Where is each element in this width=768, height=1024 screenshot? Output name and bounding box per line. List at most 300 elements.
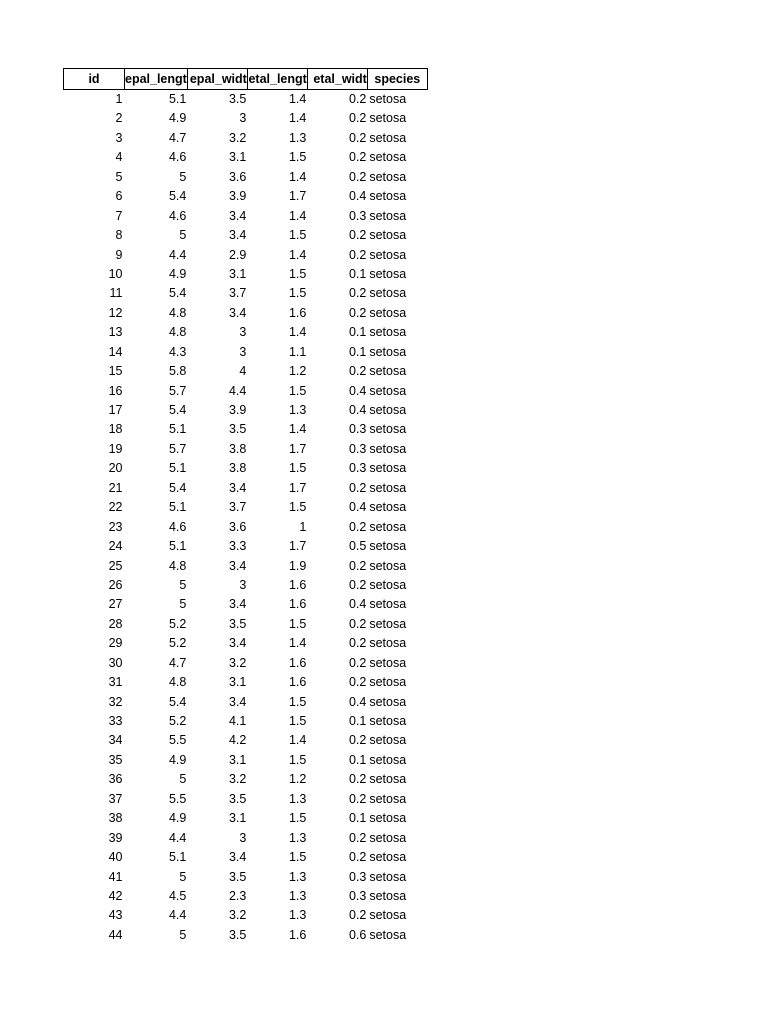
cell-sepal-width: 4.4	[228, 383, 247, 398]
cell-sepal-width: 3	[239, 325, 247, 340]
cell-sepal-length: 4.8	[168, 325, 187, 340]
cell-petal-width: 0.2	[348, 655, 367, 670]
cell-petal-width: 0.2	[348, 850, 367, 865]
table-row	[64, 673, 428, 692]
cell-petal-length: 1.5	[288, 286, 307, 301]
cell-id: 38	[108, 811, 123, 826]
table-row	[64, 926, 428, 945]
cell-species: setosa	[369, 247, 407, 262]
cell-sepal-width: 3.8	[228, 441, 247, 456]
cell-id: 11	[109, 286, 123, 301]
cell-petal-length: 1.5	[288, 694, 307, 709]
cell-species: setosa	[369, 169, 407, 184]
cell-id: 35	[108, 752, 123, 767]
cell-species: setosa	[369, 597, 407, 612]
cell-petal-length: 1.5	[288, 850, 307, 865]
cell-petal-length: 1.5	[288, 266, 307, 281]
cell-petal-width: 0.2	[348, 519, 367, 534]
table-row	[64, 187, 428, 206]
cell-sepal-length: 5.2	[168, 616, 187, 631]
cell-id: 10	[108, 266, 123, 281]
cell-sepal-length: 5	[179, 169, 187, 184]
cell-sepal-length: 4.5	[168, 888, 187, 903]
cell-sepal-width: 3.9	[228, 189, 247, 204]
cell-sepal-width: 3.5	[228, 791, 247, 806]
cell-id: 41	[108, 869, 123, 884]
cell-sepal-length: 4.6	[168, 208, 187, 223]
cell-id: 29	[108, 636, 123, 651]
cell-petal-width: 0.2	[348, 130, 367, 145]
cell-species: setosa	[369, 383, 407, 398]
cell-species: setosa	[369, 791, 407, 806]
cell-sepal-length: 5.4	[168, 286, 187, 301]
cell-petal-width: 0.2	[348, 150, 367, 165]
cell-id: 24	[108, 539, 123, 554]
cell-petal-width: 0.1	[348, 811, 367, 826]
cell-petal-length: 1.5	[288, 811, 307, 826]
cell-species: setosa	[369, 364, 407, 379]
cell-petal-length: 1.3	[288, 888, 307, 903]
cell-species: setosa	[369, 286, 407, 301]
cell-id: 17	[108, 403, 123, 417]
cell-sepal-length: 4.7	[168, 130, 187, 145]
cell-id: 40	[108, 850, 123, 865]
header-petal-length: etal_lengt	[247, 69, 307, 90]
cell-id: 43	[108, 908, 123, 923]
header-petal-width: etal_widt	[307, 69, 367, 90]
cell-species: setosa	[369, 694, 407, 709]
cell-petal-length: 1.4	[288, 325, 307, 340]
cell-sepal-width: 3.2	[228, 130, 247, 145]
cell-id: 34	[108, 733, 123, 748]
cell-sepal-length: 4.8	[168, 558, 187, 573]
cell-sepal-width: 3.4	[228, 597, 247, 612]
cell-sepal-length: 5	[179, 597, 187, 612]
cell-species: setosa	[369, 422, 407, 437]
cell-petal-width: 0.2	[348, 364, 367, 379]
cell-petal-width: 0.2	[348, 636, 367, 651]
cell-sepal-length: 4.4	[168, 247, 187, 262]
cell-sepal-width: 3.1	[228, 266, 247, 281]
cell-petal-width: 0.2	[348, 772, 367, 787]
table-row	[64, 595, 428, 614]
cell-sepal-width: 3	[239, 577, 247, 592]
table-row	[64, 576, 428, 595]
cell-sepal-width: 3.4	[228, 305, 247, 320]
cell-sepal-length: 4.9	[168, 266, 187, 281]
cell-petal-length: 1.3	[288, 791, 307, 806]
table-row	[64, 207, 428, 226]
table-row	[64, 557, 428, 576]
cell-sepal-width: 4	[239, 364, 247, 379]
cell-petal-width: 0.2	[348, 908, 367, 923]
cell-id: 1	[115, 92, 123, 106]
cell-petal-width: 0.6	[348, 927, 367, 942]
cell-id: 31	[108, 675, 123, 690]
cell-petal-width: 0.4	[348, 597, 367, 612]
cell-petal-width: 0.4	[348, 403, 367, 417]
cell-sepal-width: 3.4	[228, 480, 247, 495]
cell-petal-width: 0.2	[348, 675, 367, 690]
cell-sepal-width: 3.5	[228, 422, 247, 437]
table-row	[64, 362, 428, 381]
cell-sepal-length: 4.4	[168, 908, 187, 923]
cell-sepal-length: 5	[179, 869, 187, 884]
cell-sepal-width: 3.7	[228, 286, 247, 301]
cell-petal-width: 0.3	[348, 441, 367, 456]
cell-id: 22	[108, 500, 123, 515]
cell-sepal-length: 4.9	[168, 111, 187, 126]
cell-petal-length: 1.4	[288, 208, 307, 223]
cell-id: 8	[115, 228, 123, 243]
cell-id: 23	[108, 519, 123, 534]
cell-petal-width: 0.2	[348, 577, 367, 592]
cell-petal-length: 1.5	[288, 500, 307, 515]
cell-species: setosa	[369, 908, 407, 923]
cell-petal-width: 0.2	[348, 616, 367, 631]
cell-id: 20	[108, 461, 123, 476]
cell-sepal-width: 3.4	[228, 850, 247, 865]
table-row	[64, 809, 428, 828]
header-sepal-width: epal_widt	[187, 69, 247, 90]
cell-petal-length: 1.5	[288, 616, 307, 631]
cell-petal-length: 1.4	[288, 247, 307, 262]
cell-sepal-length: 5.1	[168, 500, 187, 515]
cell-species: setosa	[369, 266, 407, 281]
cell-species: setosa	[369, 500, 407, 515]
cell-sepal-length: 5.1	[168, 422, 187, 437]
cell-id: 27	[108, 597, 123, 612]
cell-sepal-length: 5.1	[168, 461, 187, 476]
table-row	[64, 168, 428, 187]
cell-petal-width: 0.1	[348, 714, 367, 728]
cell-species: setosa	[369, 772, 407, 787]
cell-species: setosa	[369, 92, 407, 106]
cell-id: 37	[108, 791, 123, 806]
cell-petal-length: 1.6	[288, 675, 307, 690]
cell-species: setosa	[369, 655, 407, 670]
cell-id: 28	[108, 616, 123, 631]
cell-sepal-length: 5	[179, 772, 187, 787]
cell-species: setosa	[369, 441, 407, 456]
cell-id: 16	[108, 383, 123, 398]
table-row	[64, 731, 428, 750]
cell-sepal-length: 5.4	[168, 480, 187, 495]
cell-sepal-width: 3.2	[228, 908, 247, 923]
cell-sepal-width: 3	[239, 111, 247, 126]
table-row	[64, 109, 428, 128]
cell-id: 32	[108, 694, 123, 709]
cell-id: 39	[108, 830, 123, 845]
cell-sepal-width: 3.6	[228, 519, 247, 534]
cell-sepal-width: 3.3	[228, 539, 247, 554]
spreadsheet-page	[63, 68, 428, 945]
cell-petal-length: 1.2	[288, 364, 307, 379]
cell-petal-width: 0.2	[348, 830, 367, 845]
cell-sepal-width: 4.2	[228, 733, 247, 748]
cell-petal-length: 1.7	[288, 480, 307, 495]
cell-sepal-length: 4.7	[168, 655, 187, 670]
cell-petal-length: 1.7	[288, 189, 307, 204]
cell-id: 13	[108, 325, 123, 340]
table-row	[64, 770, 428, 789]
cell-sepal-length: 5	[179, 927, 187, 942]
table-row	[64, 304, 428, 323]
cell-sepal-length: 5.1	[168, 92, 187, 106]
cell-sepal-length: 5.1	[168, 850, 187, 865]
cell-sepal-length: 5.7	[168, 441, 187, 456]
data-table	[63, 68, 428, 945]
cell-species: setosa	[369, 111, 407, 126]
cell-id: 4	[115, 150, 123, 165]
cell-species: setosa	[369, 539, 407, 554]
cell-id: 21	[108, 480, 123, 495]
cell-sepal-width: 3.1	[228, 150, 247, 165]
cell-petal-length: 1.4	[288, 422, 307, 437]
cell-petal-length: 1.3	[288, 403, 307, 417]
cell-sepal-width: 3.2	[228, 772, 247, 787]
cell-sepal-length: 4.9	[168, 752, 187, 767]
table-row	[64, 343, 428, 362]
cell-sepal-width: 3.4	[228, 208, 247, 223]
cell-petal-length: 1.5	[288, 752, 307, 767]
cell-species: setosa	[369, 577, 407, 592]
cell-petal-length: 1	[299, 519, 307, 534]
cell-sepal-width: 3.2	[228, 655, 247, 670]
cell-petal-width: 0.1	[348, 344, 367, 359]
cell-id: 6	[115, 189, 123, 204]
cell-petal-width: 0.1	[348, 752, 367, 767]
table-row	[64, 382, 428, 401]
cell-petal-length: 1.3	[288, 130, 307, 145]
cell-petal-length: 1.6	[288, 597, 307, 612]
table-row	[64, 518, 428, 537]
table-row	[64, 420, 428, 439]
cell-petal-length: 1.6	[288, 655, 307, 670]
cell-petal-width: 0.5	[348, 539, 367, 554]
cell-species: setosa	[369, 344, 407, 359]
cell-sepal-width: 3.1	[228, 675, 247, 690]
cell-id: 15	[108, 364, 123, 379]
cell-sepal-length: 5	[179, 577, 187, 592]
cell-petal-width: 0.2	[348, 169, 367, 184]
cell-petal-length: 1.2	[288, 772, 307, 787]
cell-sepal-width: 3.1	[228, 811, 247, 826]
cell-id: 5	[115, 169, 123, 184]
table-row	[64, 615, 428, 634]
table-row	[64, 459, 428, 478]
cell-petal-width: 0.2	[348, 247, 367, 262]
table-row	[64, 868, 428, 887]
cell-species: setosa	[369, 558, 407, 573]
cell-species: setosa	[369, 461, 407, 476]
table-row	[64, 401, 428, 420]
cell-petal-length: 1.7	[288, 539, 307, 554]
cell-petal-length: 1.4	[288, 733, 307, 748]
cell-sepal-length: 5.2	[168, 714, 187, 728]
table-row	[64, 479, 428, 498]
cell-sepal-width: 3.4	[228, 636, 247, 651]
cell-petal-width: 0.2	[348, 791, 367, 806]
cell-sepal-length: 4.4	[168, 830, 187, 845]
cell-petal-length: 1.5	[288, 383, 307, 398]
cell-petal-length: 1.6	[288, 927, 307, 942]
cell-species: setosa	[369, 189, 407, 204]
table-row	[64, 751, 428, 770]
cell-petal-width: 0.3	[348, 869, 367, 884]
cell-species: setosa	[369, 519, 407, 534]
cell-sepal-width: 3.5	[228, 616, 247, 631]
cell-id: 36	[108, 772, 123, 787]
cell-sepal-length: 5.2	[168, 636, 187, 651]
cell-petal-length: 1.1	[288, 344, 307, 359]
table-body	[64, 90, 428, 946]
cell-id: 33	[108, 714, 123, 728]
table-row	[64, 246, 428, 265]
cell-species: setosa	[369, 850, 407, 865]
cell-species: setosa	[369, 888, 407, 903]
cell-id: 19	[108, 441, 123, 456]
cell-species: setosa	[369, 927, 407, 942]
cell-id: 42	[108, 888, 123, 903]
cell-petal-length: 1.6	[288, 305, 307, 320]
cell-id: 9	[115, 247, 123, 262]
cell-sepal-width: 3.4	[228, 228, 247, 243]
cell-petal-width: 0.4	[348, 189, 367, 204]
cell-sepal-length: 4.6	[168, 519, 187, 534]
cell-species: setosa	[369, 714, 407, 728]
cell-petal-width: 0.1	[348, 325, 367, 340]
cell-sepal-length: 5.1	[168, 539, 187, 554]
cell-sepal-length: 4.3	[168, 344, 187, 359]
cell-petal-width: 0.3	[348, 461, 367, 476]
cell-petal-width: 0.2	[348, 286, 367, 301]
cell-sepal-length: 5.5	[168, 791, 187, 806]
cell-id: 14	[108, 344, 123, 359]
cell-petal-width: 0.3	[348, 422, 367, 437]
table-row	[64, 265, 428, 284]
cell-sepal-width: 3.6	[228, 169, 247, 184]
table-row	[64, 712, 428, 731]
cell-sepal-length: 4.8	[168, 675, 187, 690]
cell-sepal-width: 3.7	[228, 500, 247, 515]
cell-species: setosa	[369, 325, 407, 340]
cell-sepal-length: 5.4	[168, 189, 187, 204]
cell-sepal-length: 4.8	[168, 305, 187, 320]
cell-petal-width: 0.1	[348, 266, 367, 281]
cell-species: setosa	[369, 616, 407, 631]
header-sepal-length: epal_lengt	[125, 69, 188, 90]
cell-petal-width: 0.4	[348, 694, 367, 709]
cell-petal-length: 1.4	[288, 169, 307, 184]
table-row	[64, 323, 428, 342]
cell-sepal-width: 3.4	[228, 558, 247, 573]
cell-sepal-length: 5.4	[168, 694, 187, 709]
cell-petal-width: 0.2	[348, 733, 367, 748]
cell-sepal-width: 3.1	[228, 752, 247, 767]
cell-sepal-width: 3	[239, 344, 247, 359]
cell-species: setosa	[369, 150, 407, 165]
cell-petal-length: 1.5	[288, 714, 307, 728]
cell-sepal-width: 3.4	[228, 694, 247, 709]
cell-sepal-length: 4.6	[168, 150, 187, 165]
table-row	[64, 634, 428, 653]
cell-sepal-width: 3.5	[228, 927, 247, 942]
cell-species: setosa	[369, 752, 407, 767]
cell-sepal-width: 3.8	[228, 461, 247, 476]
table-row	[64, 537, 428, 556]
cell-sepal-width: 4.1	[228, 714, 247, 728]
cell-species: setosa	[369, 403, 407, 417]
table-row	[64, 284, 428, 303]
cell-species: setosa	[369, 130, 407, 145]
cell-id: 12	[108, 305, 123, 320]
table-row	[64, 693, 428, 712]
cell-id: 2	[115, 111, 123, 126]
cell-sepal-length: 5.5	[168, 733, 187, 748]
header-id: id	[64, 69, 125, 90]
cell-species: setosa	[369, 811, 407, 826]
table-row	[64, 148, 428, 167]
table-row	[64, 654, 428, 673]
cell-sepal-length: 5.8	[168, 364, 187, 379]
cell-petal-length: 1.9	[288, 558, 307, 573]
table-row	[64, 440, 428, 459]
cell-sepal-width: 3.9	[228, 403, 247, 417]
cell-sepal-length: 4.9	[168, 811, 187, 826]
cell-id: 30	[108, 655, 123, 670]
table-row	[64, 848, 428, 867]
table-row	[64, 498, 428, 517]
cell-species: setosa	[369, 228, 407, 243]
cell-petal-width: 0.2	[348, 558, 367, 573]
cell-petal-length: 1.5	[288, 461, 307, 476]
cell-petal-width: 0.3	[348, 888, 367, 903]
cell-petal-length: 1.5	[288, 228, 307, 243]
cell-species: setosa	[369, 305, 407, 320]
cell-species: setosa	[369, 675, 407, 690]
cell-petal-width: 0.3	[348, 208, 367, 223]
cell-sepal-length: 5.7	[168, 383, 187, 398]
cell-id: 7	[115, 208, 123, 223]
cell-petal-length: 1.3	[288, 908, 307, 923]
cell-species: setosa	[369, 869, 407, 884]
cell-species: setosa	[369, 733, 407, 748]
cell-petal-length: 1.4	[288, 111, 307, 126]
cell-petal-length: 1.3	[288, 869, 307, 884]
header-row	[64, 69, 428, 90]
cell-petal-length: 1.7	[288, 441, 307, 456]
cell-petal-width: 0.4	[348, 383, 367, 398]
cell-petal-width: 0.2	[348, 111, 367, 126]
cell-species: setosa	[369, 830, 407, 845]
table-row	[64, 129, 428, 148]
cell-petal-length: 1.4	[288, 636, 307, 651]
cell-id: 26	[108, 577, 123, 592]
cell-id: 44	[108, 927, 123, 942]
cell-petal-length: 1.3	[288, 830, 307, 845]
cell-petal-width: 0.2	[348, 228, 367, 243]
cell-species: setosa	[369, 636, 407, 651]
table-row	[64, 906, 428, 925]
cell-petal-length: 1.4	[288, 92, 307, 106]
cell-sepal-width: 2.9	[228, 247, 247, 262]
cell-petal-width: 0.2	[348, 305, 367, 320]
cell-petal-length: 1.6	[288, 577, 307, 592]
cell-id: 25	[108, 558, 123, 573]
cell-sepal-width: 3	[239, 830, 247, 845]
cell-id: 3	[115, 130, 123, 145]
